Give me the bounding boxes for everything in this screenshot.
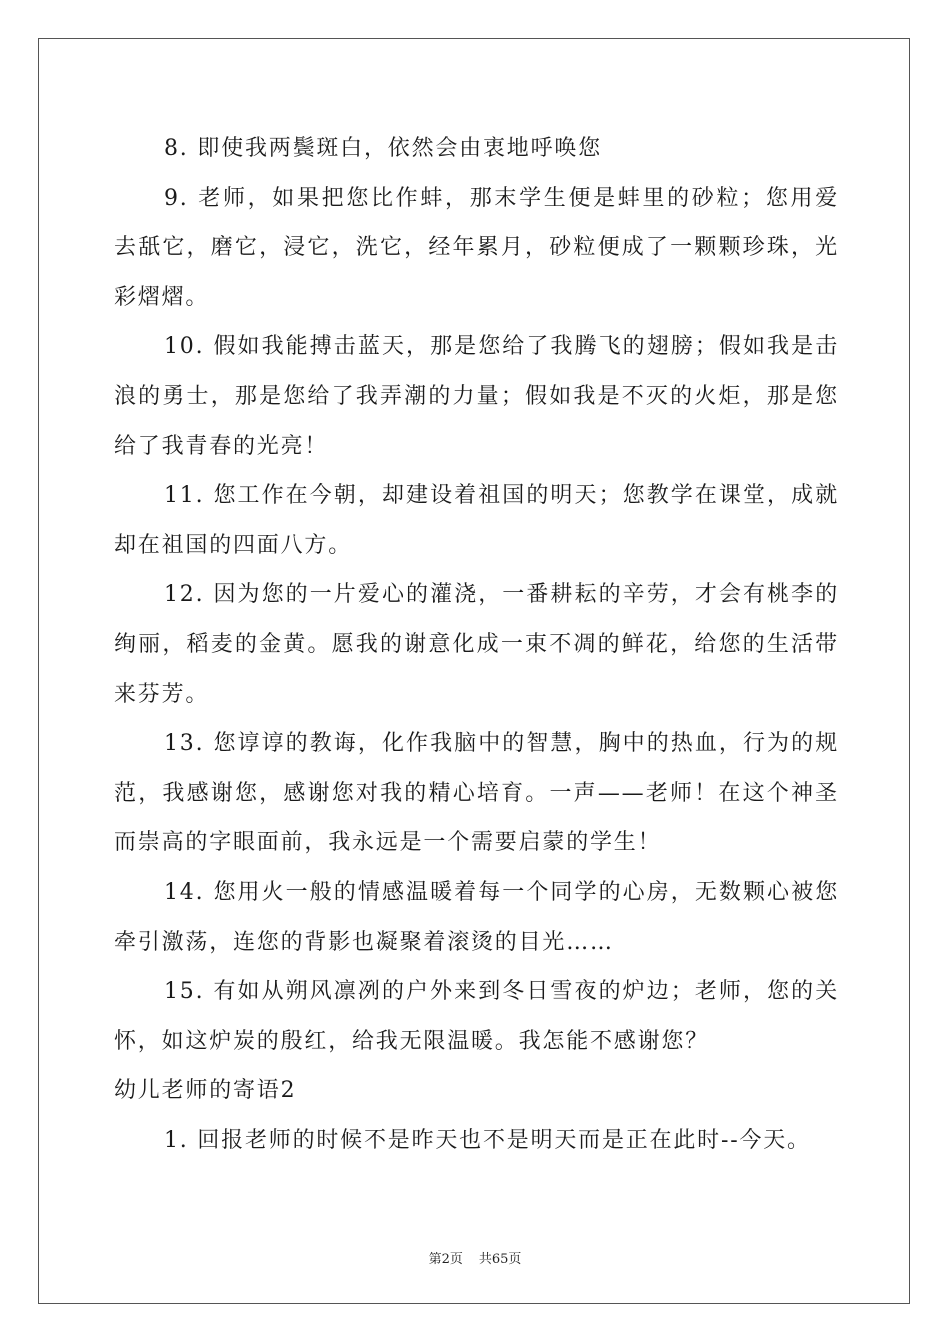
- page-total: 共65页: [478, 1252, 522, 1267]
- page-footer: [0, 1248, 950, 1267]
- paragraph-13: 13. 您谆谆的教诲，化作我脑中的智慧，胸中的热血，行为的规范，我感谢您，感谢您对我的精心培育。一声——老师！在这个神圣而崇高的字眼面前，我永远是一个需要启蒙的学生！: [114, 731, 839, 856]
- paragraph-8: 8. 即使我两鬓斑白，依然会由衷地呼唤您: [164, 136, 602, 161]
- document-body: [114, 124, 839, 1165]
- paragraph-11: 11. 您工作在今朝，却建设着祖国的明天；您教学在课堂，成就却在祖国的四面八方。: [114, 483, 839, 558]
- paragraph-9: 9. 老师，如果把您比作蚌，那末学生便是蚌里的砂粒；您用爱去舐它，磨它，浸它，洗它，经年累月，砂粒便成了一颗颗珍珠，光彩熠熠。: [114, 185, 839, 310]
- paragraph-15: 15. 有如从朔风凛冽的户外来到冬日雪夜的炉边；老师，您的关怀，如这炉炭的殷红，给我无限温暖。我怎能不感谢您？: [114, 979, 839, 1054]
- section-heading: 幼儿老师的寄语2: [114, 1078, 297, 1104]
- paragraph-10: 10. 假如我能搏击蓝天，那是您给了我腾飞的翅膀；假如我是击浪的勇士，那是您给了我弄潮的力量；假如我是不灭的火炬，那是您给了我青春的光亮！: [114, 334, 839, 459]
- paragraph-12: 12. 因为您的一片爱心的灌浇，一番耕耘的辛劳，才会有桃李的绚丽，稻麦的金黄。愿我的谢意化成一束不凋的鲜花，给您的生活带来芬芳。: [114, 582, 839, 707]
- page-number: 第2页: [428, 1252, 463, 1267]
- paragraph-14: 14. 您用火一般的情感温暖着每一个同学的心房，无数颗心被您牵引激荡，连您的背影也凝聚着滚烫的目光……: [114, 879, 839, 955]
- paragraph-1: 1. 回报老师的时候不是昨天也不是明天而是正在此时--今天。: [164, 1127, 811, 1153]
